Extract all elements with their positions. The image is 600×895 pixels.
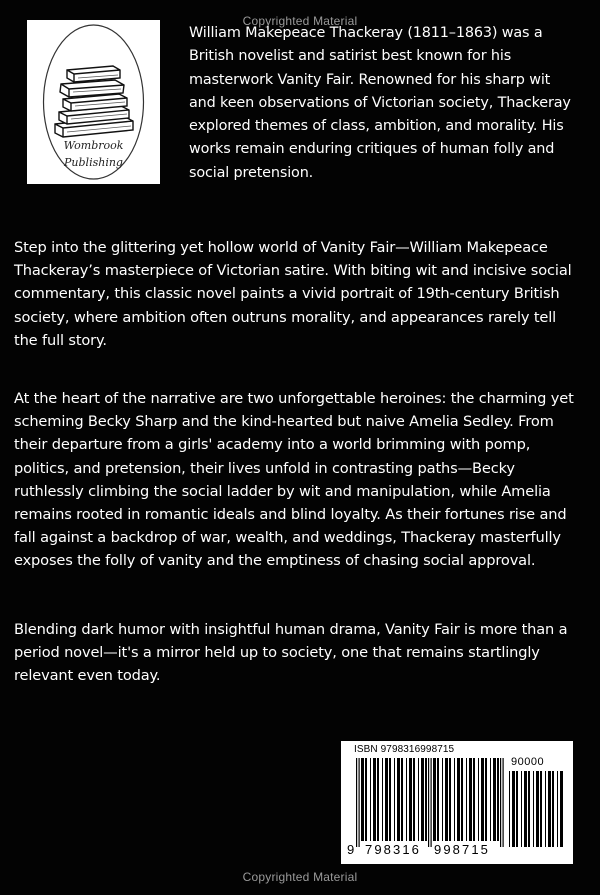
blurb-paragraph-1: Step into the glittering yet hollow world of Vanity Fair—William Makepeace Thackeray’s masterpiece of Victorian satire. With biting wit and incisive social commentary, this classic novel paints a vivid portrait of 19th-century British society, where ambition often outruns morality, and appearances rarely tell the full story. <box>14 239 572 349</box>
blurb-paragraph-3: Blending dark humor with insightful human drama, Vanity Fair is more than a period novel—it's a mirror held up to society, one that remains startlingly relevant even today. <box>14 621 568 685</box>
publisher-name-line2: Publishing <box>64 156 123 169</box>
barcode-digit-lead: 9 <box>347 842 355 857</box>
barcode-digits-right: 998715 <box>434 842 490 857</box>
isbn-addon-code: 90000 <box>511 756 545 768</box>
isbn-label: ISBN 9798316998715 <box>354 744 455 755</box>
publisher-logo <box>27 20 160 184</box>
copyright-watermark-top: Copyrighted Material <box>242 14 358 28</box>
barcode-digits-left: 798316 <box>365 842 421 857</box>
author-bio: William Makepeace Thackeray (1811–1863) was a British novelist and satirist best known for his masterwork Vanity Fair. Renowned for his sharp wit and keen observations of Victorian society, Thackeray explored themes of class, ambition, and morality. His works remain enduring critiques of human folly and social pretension. <box>189 25 571 181</box>
isbn-barcode <box>341 741 573 864</box>
blurb-paragraph-2: At the heart of the narrative are two unforgettable heroines: the charming yet scheming Becky Sharp and the kind-hearted but naive Amelia Sedley. From their departure from a girls' academy into a world brimming with pomp, politics, and pretension, their lives unfold in contrasting paths—Becky ruthlessly climbing the social ladder by wit and manipulation, while Amelia remains rooted in romantic ideals and blind loyalty. As their fortunes rise and fall against a backdrop of war, wealth, and weddings, Thackeray masterfully exposes the folly of vanity and the emptiness of chasing social approval. <box>14 390 574 570</box>
publisher-name-line1: Wombrook <box>63 139 124 152</box>
copyright-watermark-bottom: Copyrighted Material <box>242 870 358 884</box>
